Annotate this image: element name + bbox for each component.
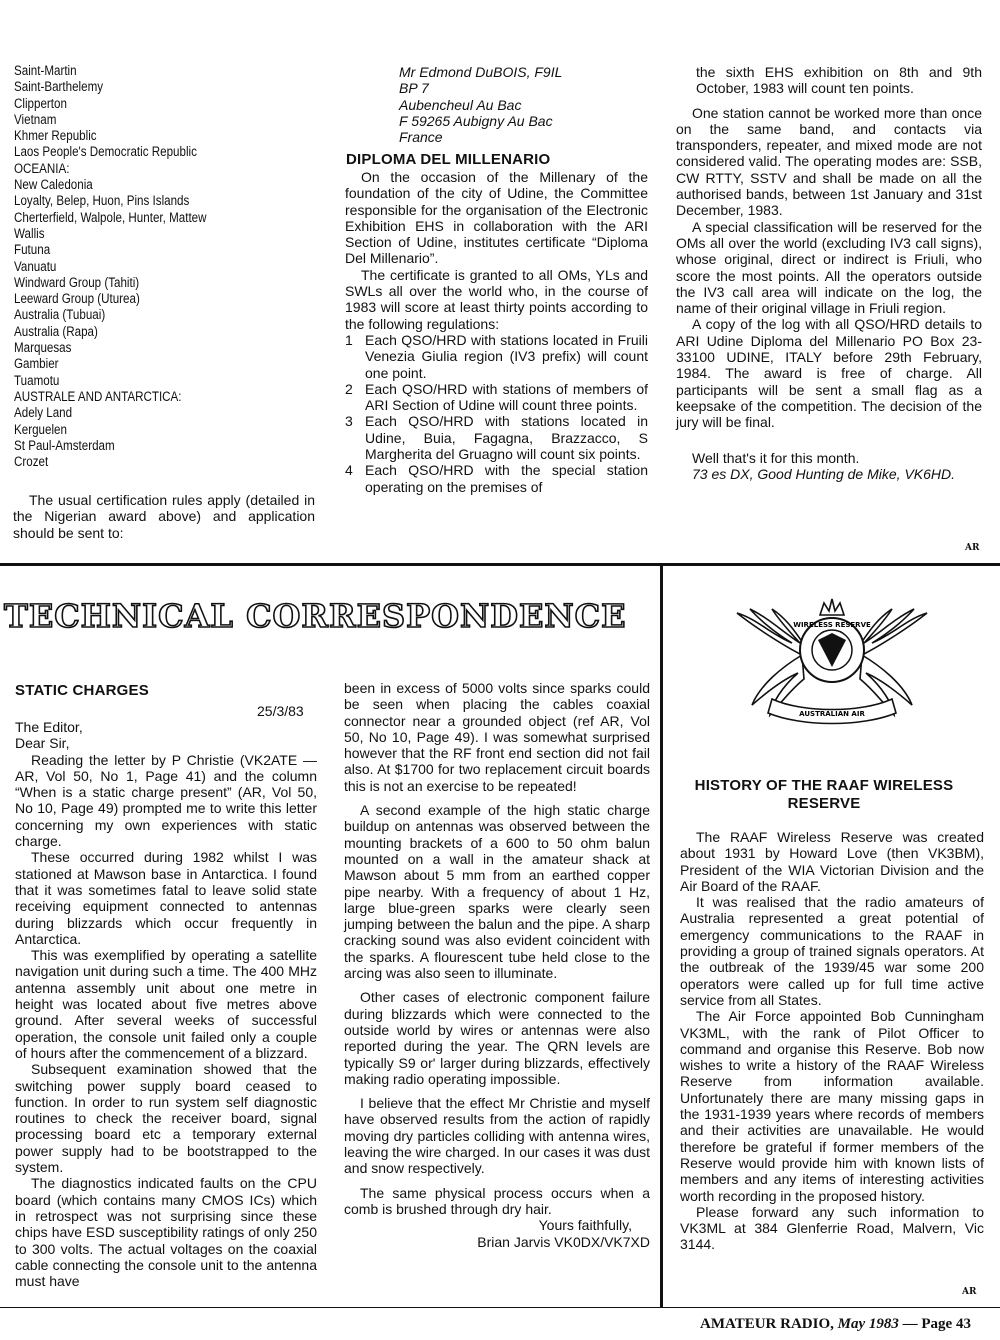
country-item: Marquesas <box>14 340 72 356</box>
letter-paragraph: Reading the letter by P Christie (VK2ATE — AR, Vol 50, No 1, Page 41) and the column “When is a static charge present” (AR, Vol 50, No 10, Page 49) prompted me to write this letter concerning my own experiences with static charge. <box>15 751 317 850</box>
country-item: Wallis <box>14 225 45 241</box>
country-item: Leeward Group (Uturea) <box>14 291 140 307</box>
country-item: AUSTRALE AND ANTARCTICA: <box>14 388 182 404</box>
country-item: Saint-Martin <box>14 63 77 78</box>
magazine-name: AMATEUR RADIO, <box>700 1316 834 1332</box>
diploma-conditions: One station cannot be worked more than once on the same band, and contacts via transponders, repeater, and mixed mode are not considered valid. The operating modes are: SSB, CW RTTY, SSTV and shall be made on all the authorised bands, between 1st January and 31st December, 1983. <box>676 104 982 219</box>
letter-paragraph: been in excess of 5000 volts since sparks could be seen when placing the cables coaxial connector near a grounded object (ref AR, Vol 50, No 10, Page 49). I was somewhat surprised however that the RF front end section did not fail also. At $1700 for two replacement circuit boards this is not an exercise to be repeated! <box>344 680 650 794</box>
badge-motto-bottom: AUSTRALIAN AIR <box>799 710 865 718</box>
ar-end-mark: AR <box>962 1287 977 1297</box>
letter-column-1 <box>15 719 317 1289</box>
certification-paragraph <box>13 492 315 541</box>
country-item: Australia (Tubuai) <box>14 307 106 323</box>
issue-date: May 1983 <box>837 1316 899 1332</box>
letter-paragraph: These occurred during 1982 whilst I was stationed at Mawson base in Antarctica. I found that it was sometimes fatal to leave solid state receiving equipment connected to antennas during blizzards which occur frequently in Antarctica. <box>15 849 317 947</box>
static-charges-heading: STATIC CHARGES <box>15 682 149 699</box>
letter-paragraph: This was exemplified by operating a satellite navigation unit during such a time. The 400 MHz antenna assembly unit about one metre in height was located about five metres above ground. After several weeks of successful operation, the console unit failed only a couple of hours after the commencement of a blizzard. <box>15 947 317 1061</box>
country-item: Khmer Republic <box>14 128 97 144</box>
diploma-column <box>345 169 648 495</box>
country-item: Gambier <box>14 356 59 372</box>
raaf-paragraph: Please forward any such information to VK3ML at 384 Glenferrie Road, Malvern, Vic 3144. <box>680 1203 984 1253</box>
rule-item: 3 Each QSO/HRD with stations located in Udine, Buia, Fagagna, Brazzacco, S Margherita del Gruagno will count six points. <box>345 413 648 463</box>
letter-paragraph: The diagnostics indicated faults on the CPU board (which contains many CMOS ICs) which in retrospect was not surprising since these chips have ESD susceptibility ratings of only 250 to 300 volts. The actual voltages on the coaxial cable connecting the console unit to the antenna must have <box>15 1175 317 1290</box>
address-line: F 59265 Aubigny Au Bac <box>399 112 553 129</box>
address-line: France <box>399 129 443 146</box>
rule-item: 1 Each QSO/HRD with stations located in Fruili Venezia Giulia region (IV3 prefix) will count one point. <box>345 331 648 381</box>
country-item: New Caledonia <box>14 177 93 193</box>
address-line: Mr Edmond DuBOIS, F9IL <box>399 64 563 80</box>
letter-date: 25/3/83 <box>257 703 304 719</box>
rule-item: 2 Each QSO/HRD with stations of members of ARI Section of Udine will count three points. <box>345 380 648 414</box>
country-item: Cherterfield, Walpole, Hunter, Mattew <box>14 209 207 225</box>
country-list-items <box>14 63 272 470</box>
letter-paragraph: I believe that the effect Mr Christie and myself have observed results from the action of rapidly moving dry particles colliding with antenna wires, leaving the wire charged. In our cases it was dust and snow respectively. <box>344 1095 650 1177</box>
letter-paragraph: A second example of the high static charge buildup on antennas was observed between the mounting brackets of a 600 to 50 ohm balun mounted on a wall in the amateur shack at Mawson about 5 mm from an earthed copper pipe nearby. With a frequency of about 1 Hz, large blue-green sparks were clearly seen jumping between the balun and the pipe. A sharp cracking sound was also evident coincident with the sparks. A flourescent tube held close to the arcing was also seen to illuminate. <box>344 802 650 982</box>
country-list <box>14 63 314 470</box>
raaf-wireless-reserve-badge <box>732 595 932 745</box>
country-item: Windward Group (Tahiti) <box>14 274 140 290</box>
diploma-heading: DIPLOMA DEL MILLENARIO <box>346 151 551 168</box>
address-line: BP 7 <box>399 80 429 97</box>
letter-signature: Brian Jarvis VK0DX/VK7XD <box>477 1233 650 1250</box>
country-item: Crozet <box>14 454 49 470</box>
ar-end-mark: AR <box>965 543 980 553</box>
page-footer <box>700 1316 971 1333</box>
diploma-log-details: A copy of the log with all QSO/HRD details to ARI Udine Diploma del Millenario PO Box 23-33100 UDINE, ITALY before 29th February, 1984. The award is free of charge. All participants will be sent a small flag as a keepsake of the competition. The decision of the jury will be final. <box>676 316 982 431</box>
address-block <box>399 64 639 145</box>
country-item: Vanuatu <box>14 258 57 274</box>
country-item: Australia (Rapa) <box>14 323 98 339</box>
salutation: The Editor, <box>15 719 83 735</box>
country-item: Loyalty, Belep, Huon, Pins Islands <box>14 193 190 209</box>
country-item: Vietnam <box>14 111 57 127</box>
diploma-rules <box>345 332 648 495</box>
country-item: Adely Land <box>14 405 73 421</box>
diploma-classification: A special classification will be reserved for the OMs all over the world (excluding IV3 call signs), whose original, direct or indirect is Friuli, who score the most points. All the operators outside the IV3 call area will indicate on the log, the name of their original village in Friuli region. <box>676 218 982 317</box>
section-divider <box>0 563 1000 566</box>
signoff-callsign: 73 es DX, Good Hunting de Mike, VK6HD. <box>692 465 956 482</box>
footer-rule <box>0 1307 1000 1308</box>
raaf-heading: HISTORY OF THE RAAF WIRELESS RESERVE <box>694 777 954 812</box>
country-item: Tuamotu <box>14 372 60 388</box>
certification-text: The usual certification rules apply (detailed in the Nigerian award above) and application should be sent to: <box>13 492 315 541</box>
rule-continuation: the sixth EHS exhibition on 8th and 9th October, 1983 will count ten points. <box>696 64 982 97</box>
diploma-eligibility: The certificate is granted to all OMs, YLs and SWLs all over the world who, in the course of 1983 will score at least thirty points according to the following regulations: <box>345 266 648 332</box>
letter-paragraph: The same physical process occurs when a comb is brushed through dry hair. <box>344 1184 650 1217</box>
column-divider <box>660 565 663 1307</box>
raaf-paragraph: The Air Force appointed Bob Cunningham VK3ML, with the rank of Pilot Officer to command and organise this Reserve. Bob now wishes to write a history of the RAAF Wireless Reserve from information available. Unfortunately there are many missing gaps in the 1931-1939 years where records of members and their activities are unavailable. He would therefore be grateful if former members of the Reserve would provide him with known lists of members and any items of interesting activities worth recording in the proposed history. <box>680 1008 984 1204</box>
rule-item: 4 Each QSO/HRD with the special station operating on the premises of <box>345 462 648 495</box>
salutation: Dear Sir, <box>15 735 70 752</box>
country-item: St Paul-Amsterdam <box>14 437 115 453</box>
raaf-paragraph: It was realised that the radio amateurs of Australia represented a great potential of emergency communications to the RAAF in providing a group of trained signals operators. At the outbreak of the 1939/45 war some 200 operators were called up for full time active service from all States. <box>680 894 984 1008</box>
raaf-column <box>680 829 984 1253</box>
country-item: OCEANIA: <box>14 160 70 176</box>
country-item: Futuna <box>14 242 51 258</box>
page-number: — Page 43 <box>902 1316 971 1332</box>
address-line: Aubencheul Au Bac <box>399 96 522 113</box>
letter-paragraph: Other cases of electronic component failure during blizzards which were connected to the outside world by wires or antennas were also reported during the year. The QRN levels are typically S9 or' larger during blizzards, effectively making radio operating impossible. <box>344 989 650 1087</box>
badge-motto-top: WIRELESS RESERVE <box>793 621 871 629</box>
country-item: Kerguelen <box>14 421 67 437</box>
signoff-line: Well that's it for this month. <box>692 449 860 466</box>
technical-correspondence-banner: TECHNICAL CORRESPONDENCE <box>4 597 627 635</box>
letter-paragraph: Subsequent examination showed that the switching power supply board ceased to function. In order to run system self diagnostic routines to check the receiver board, signal processing board etc a temporary external power supply had to be bootstrapped to the system. <box>15 1061 317 1176</box>
letter-column-2 <box>344 680 650 1250</box>
country-item: Saint-Barthelemy <box>14 79 104 95</box>
country-item: Laos People's Democratic Republic <box>14 144 197 160</box>
raaf-paragraph: The RAAF Wireless Reserve was created about 1931 by Howard Love (then VK3BM), President of the WIA Victorian Division and the Air Board of the RAAF. <box>680 829 984 894</box>
diploma-intro: On the occasion of the Millenary of the foundation of the city of Udine, the Committee responsible for the organisation of the Electronic Exhibition EHS in collaboration with the ARI Section of Udine, institutes certificate “Diploma Del Millenario”. <box>345 169 648 267</box>
country-item: Clipperton <box>14 95 67 111</box>
diploma-column-continued <box>676 64 982 482</box>
letter-closing: Yours faithfully, <box>538 1217 632 1234</box>
